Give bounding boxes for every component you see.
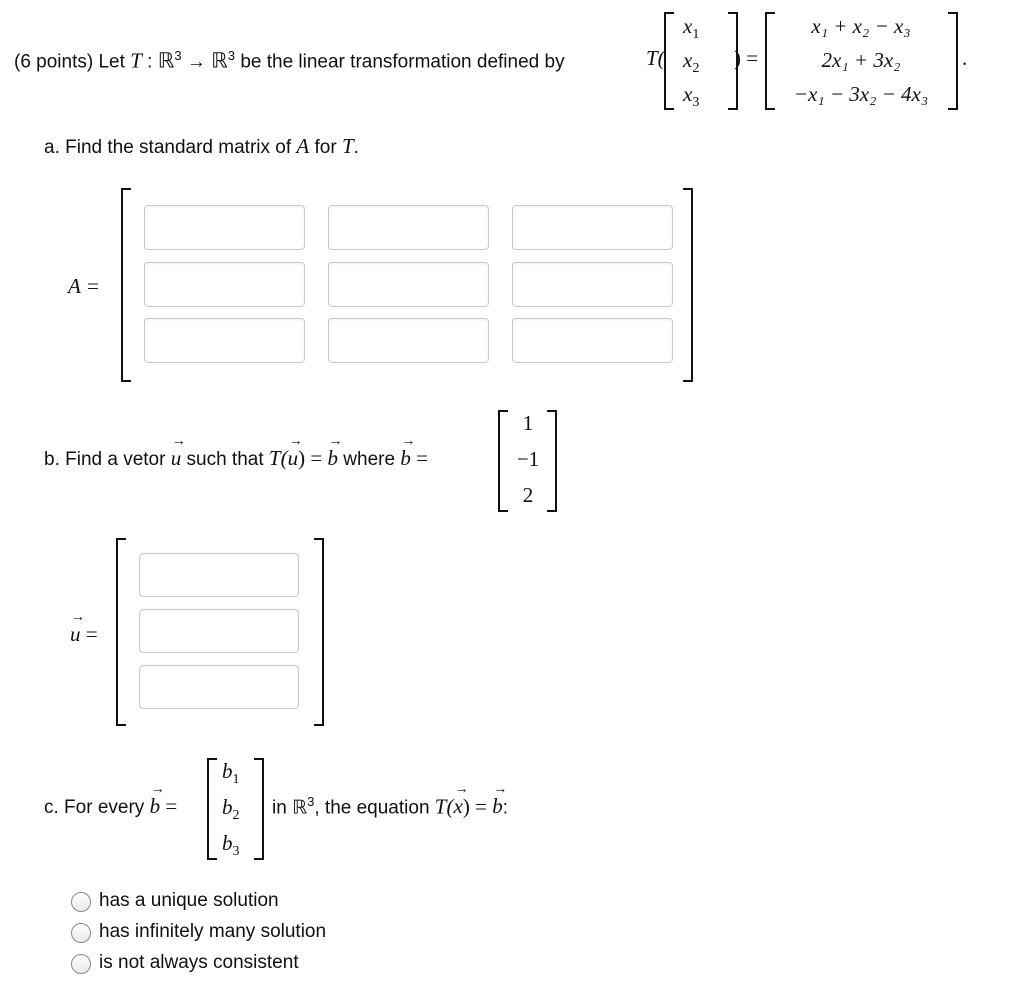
choice-unique-radio[interactable] [71, 892, 91, 912]
exponent: 3 [174, 48, 182, 63]
t-symbol: T [130, 48, 142, 73]
t-open: T( [646, 46, 665, 70]
output-right-bracket [948, 12, 958, 110]
matrix-a-label: A = [68, 274, 100, 298]
matrix-a-left-bracket [121, 188, 131, 382]
u-vector-symbol: → u [171, 446, 182, 471]
b-value-2: −1 [516, 447, 540, 471]
equals: = [165, 794, 178, 818]
part-c-prompt-right: in ℝ$^3$, the equation T(→ x) = → b: [272, 794, 508, 819]
equals: = [475, 794, 487, 819]
output-row-2: 2x₁ + 3x₂ [821, 48, 901, 72]
equals: = [310, 446, 323, 470]
real-space: ℝ [157, 48, 175, 73]
choice-infinite-label[interactable]: has infinitely many solution [99, 921, 327, 942]
output-row-1: x₁ + x₂ − x₃ [811, 14, 911, 38]
close-equals: ) = [734, 46, 759, 70]
b-value-1: 1 [522, 411, 534, 435]
t-symbol: T [341, 134, 354, 158]
u-left-bracket [116, 538, 126, 726]
real-space-2: ℝ [211, 48, 228, 73]
u-component-1-input[interactable] [139, 553, 299, 597]
for-text: for [314, 137, 337, 158]
u-component-3-input[interactable] [139, 665, 299, 709]
output-row-3: −x₁ − 3x₂ − 4x₃ [793, 82, 929, 106]
b1-entry: $b_1$ [222, 759, 240, 788]
choice-infinite-radio[interactable] [71, 923, 91, 943]
b2-entry: $b_2$ [222, 795, 240, 824]
output-left-bracket [765, 12, 775, 110]
equals-2: = [416, 446, 428, 470]
input-x3: $x_3$ [683, 82, 700, 111]
u-right-bracket [314, 538, 324, 726]
b-vector-symbol-2: → b [492, 794, 503, 819]
part-b-prompt: b. Find a vetor → u such that T(→ u) = → b where → b = [44, 446, 428, 471]
choice-inconsistent-label[interactable]: is not always consistent [99, 952, 299, 973]
b-generic-left-bracket [207, 758, 217, 860]
matrix-a-r1c3-input[interactable] [512, 205, 673, 250]
where-text: where [343, 449, 396, 470]
matrix-a-r3c2-input[interactable] [328, 318, 489, 363]
part-c-label: c. For every [44, 797, 145, 818]
equation-text: , the equation [314, 797, 430, 819]
a-symbol: A [296, 134, 310, 158]
u-component-2-input[interactable] [139, 609, 299, 653]
b-vector-left-bracket [498, 410, 508, 512]
input-x2: $x_2$ [683, 48, 700, 77]
part-c-prompt-left [44, 794, 177, 819]
matrix-a-r1c1-input[interactable] [144, 205, 305, 250]
exponent: 3 [307, 794, 315, 809]
such-that-text: such that [186, 449, 264, 470]
defined-text: be the linear transformation defined by [240, 51, 565, 73]
input-left-bracket [664, 12, 674, 110]
matrix-a-r1c2-input[interactable] [328, 205, 489, 250]
t-open: T( [434, 794, 454, 819]
matrix-a-r3c1-input[interactable] [144, 318, 305, 363]
in-r-text: in ℝ [272, 797, 308, 819]
matrix-a-r3c3-input[interactable] [512, 318, 673, 363]
b3-entry: $b_3$ [222, 831, 240, 860]
b-vector-symbol: → b [328, 446, 339, 471]
matrix-a-r2c2-input[interactable] [328, 262, 489, 307]
colon: : [147, 51, 153, 73]
part-b-label: b. Find a vetor [44, 449, 166, 470]
b-vector-right-bracket [547, 410, 557, 512]
u-vector-arg: → u [288, 446, 299, 471]
choice-unique-label[interactable]: has a unique solution [99, 890, 279, 911]
b-generic-right-bracket [254, 758, 264, 860]
part-a-prompt: a. Find the standard matrix of A for T. [44, 134, 359, 158]
x-vector-symbol: → x [453, 794, 462, 819]
choice-inconsistent-radio[interactable] [71, 954, 91, 974]
exponent-2: 3 [227, 48, 236, 63]
points-text: (6 points) Let [14, 51, 125, 73]
part-a-label: a. Find the standard matrix of [44, 137, 292, 158]
matrix-a-r2c1-input[interactable] [144, 262, 305, 307]
b-vector-symbol-2: → b [400, 446, 411, 471]
b-vector-symbol: → b [150, 794, 161, 819]
t-open: T( [268, 446, 288, 470]
problem-statement [14, 48, 565, 73]
u-label: → u = [70, 622, 98, 647]
period: . [962, 46, 968, 70]
b-value-3: 2 [522, 483, 534, 507]
arrow: → [186, 51, 206, 73]
matrix-a-r2c3-input[interactable] [512, 262, 673, 307]
input-x1: $x_1$ [683, 14, 700, 43]
matrix-a-right-bracket [683, 188, 693, 382]
